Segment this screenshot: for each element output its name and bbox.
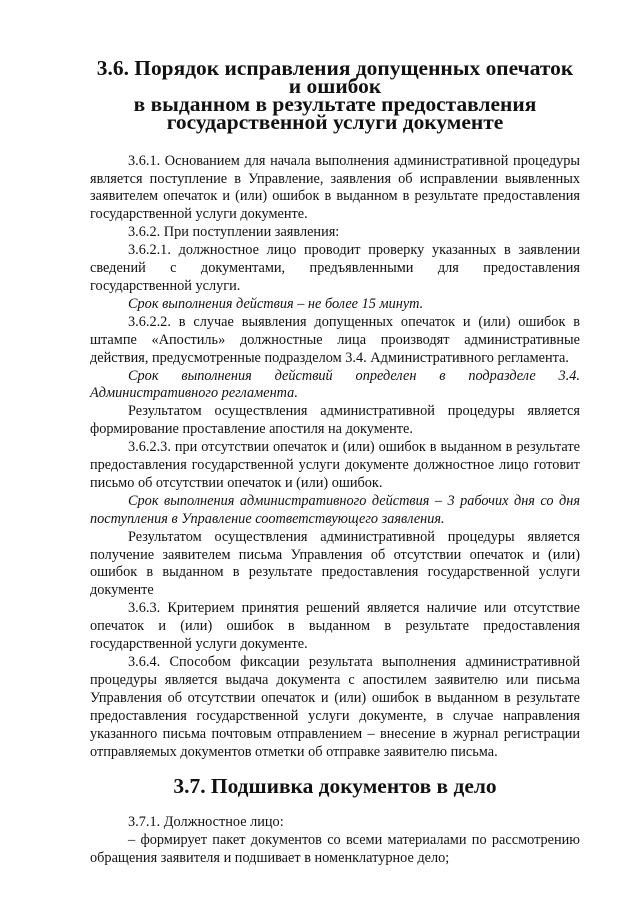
paragraph-3-6-2-1-term: Срок выполнения действия – не более 15 минут. — [128, 295, 424, 312]
paragraph-result-2: Результатом осуществления административной процедуры является получение заявителем письма Управления об отсутствии опечаток и (или) ошибок в выданном в результате предоставления государственной услуги документе — [90, 528, 580, 599]
paragraph-3-6-3: 3.6.3. Критерием принятия решений является наличие или отсутствие опечаток и (или) ошибок в выданном в результате предоставления государственной услуги документе. — [90, 600, 580, 653]
paragraph-3-6-4: 3.6.4. Способом фиксации результата выполнения административной процедуры является выдача документа с апостилем заявителю или письма Управления об отсутствии опечаток и (или) ошибок в выданном в результате предоставления государственной услуги документе, в случае направления указанного письма почтовым отправлением – внесение в журнал регистрации отправляемых документов отметки об отправке заявителю письма. — [90, 654, 580, 760]
document-page — [90, 56, 580, 868]
paragraph-3-6-1: 3.6.1. Основанием для начала выполнения административной процедуры является поступление в Управление, заявления об исправлении выявленных заявителем опечаток и (или) ошибок в выданном в результате предоставления государственной услуги документе. — [90, 152, 580, 223]
paragraph-3-7-1: 3.7.1. Должностное лицо: — [128, 814, 284, 831]
paragraph-3-6-2-3: 3.6.2.3. при отсутствии опечаток и (или) ошибок в выданном в результате предоставления государственной услуги документе должностное лицо готовит письмо об отсутствии опечаток и (или) ошибок. — [90, 439, 580, 491]
spacer — [90, 132, 580, 153]
section-3-6-heading-line-1: 3.6. Порядок исправления допущенных опечаток и ошибок — [96, 56, 574, 98]
section-3-6-heading-line-3: государственной услуги документе — [166, 109, 504, 134]
section-3-6-heading — [90, 56, 580, 134]
paragraph-3-6-2-1: 3.6.2.1. должностное лицо проводит проверку указанных в заявлении сведений с документами, предъявленными для предоставления государственной услуги. — [90, 242, 580, 294]
paragraph-3-6-2-2: 3.6.2.2. в случае выявления допущенных опечаток и (или) ошибок в штампе «Апостиль» должностные лица производят административные действия, предусмотренные подразделом 3.4. Административного регламента. — [90, 313, 580, 366]
paragraph-3-6-2-3-term: Срок выполнения административного действия – 3 рабочих дня со дня поступления в Управление соответствующего заявления. — [90, 492, 580, 527]
paragraph-3-6-2: 3.6.2. При поступлении заявления: — [128, 224, 340, 241]
paragraph-3-7-1-item-1: – формирует пакет документов со всеми материалами по рассмотрению обращения заявителя и подшивает в номенклатурное дело; — [90, 832, 580, 867]
paragraph-3-6-2-2-term: Срок выполнения действий определен в подразделе 3.4. Административного регламента. — [90, 367, 580, 402]
paragraph-result-1: Результатом осуществления административной процедуры является формирование проставление апостиля на документе. — [90, 403, 580, 438]
spacer — [90, 796, 580, 814]
section-3-7-heading: 3.7. Подшивка документов в дело — [173, 774, 497, 799]
section-3-6-heading-line-2: в выданном в результате предоставления — [133, 91, 537, 116]
